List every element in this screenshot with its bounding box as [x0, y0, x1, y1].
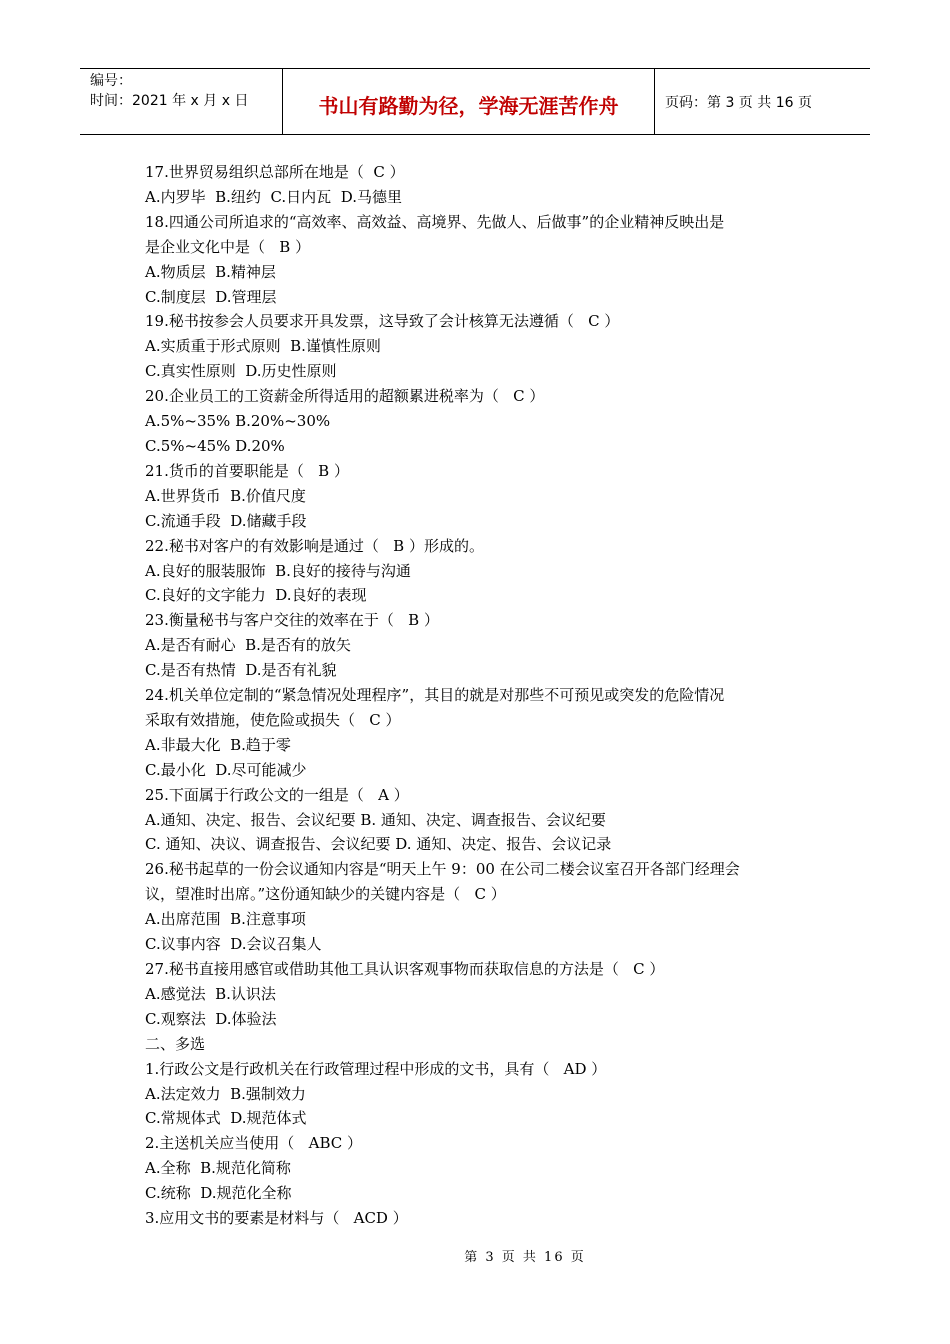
text-line: C.统称 D.规范化全称: [145, 1184, 292, 1203]
text-line: 19.秘书按参会人员要求开具发票，这导致了会计核算无法遵循（ C ）: [145, 312, 620, 331]
text-line: A.非最大化 B.趋于零: [145, 735, 291, 754]
header-page-info: 页码：第 3 页 共 16 页: [665, 94, 812, 111]
text-line: A.世界货币 B.价值尺度: [145, 486, 306, 505]
text-line: A.良好的服装服饰 B.良好的接待与沟通: [145, 561, 411, 580]
text-line: 采取有效措施，使危险或损失（ C ）: [145, 710, 401, 729]
text-line: A.是否有耐心 B.是否有的放矢: [145, 636, 351, 655]
text-line: A.5%~35% B.20%~30%: [145, 412, 331, 431]
text-line: 22.秘书对客户的有效影响是通过（ B ）形成的。: [145, 536, 484, 555]
text-line: 2.主送机关应当使用（ ABC ）: [145, 1134, 362, 1153]
text-line: C.是否有热情 D.是否有礼貌: [145, 661, 337, 680]
text-line: C.制度层 D.管理层: [145, 287, 277, 306]
text-line: C.观察法 D.体验法: [145, 1009, 277, 1028]
text-line: 25.下面属于行政公文的一组是（ A ）: [145, 785, 409, 804]
document-body: [145, 160, 825, 1231]
page-header: [80, 68, 870, 135]
text-line: C.真实性原则 D.历史性原则: [145, 362, 337, 381]
text-line: A.物质层 B.精神层: [145, 262, 276, 281]
text-line: A.内罗毕 B.纽约 C.日内瓦 D.马德里: [145, 187, 402, 206]
page-footer: 第 3 页 共 16 页: [464, 1250, 586, 1265]
text-line: 20.企业员工的工资薪金所得适用的超额累进税率为（ C ）: [145, 387, 545, 406]
text-line: A.通知、决定、报告、会议纪要 B. 通知、决定、调查报告、会议纪要: [145, 810, 606, 829]
header-meta-cell: [80, 69, 283, 134]
document-number-label: 编号：: [90, 73, 132, 89]
text-line: 26.秘书起草的一份会议通知内容是“明天上午 9：00 在公司二楼会议室召开各部门经理会: [145, 860, 740, 879]
text-line: 18.四通公司所追求的“高效率、高效益、高境界、先做人、后做事”的企业精神反映出是: [145, 212, 725, 231]
text-line: A.实质重于形式原则 B.谨慎性原则: [145, 337, 381, 356]
text-line: C.良好的文字能力 D.良好的表现: [145, 586, 367, 605]
text-line: 二、多选: [145, 1034, 206, 1053]
text-line: C.常规体式 D.规范体式: [145, 1109, 307, 1128]
text-line: 24.机关单位定制的“紧急情况处理程序”，其目的就是对那些不可预见或突发的危险情况: [145, 686, 725, 705]
text-line: A.法定效力 B.强制效力: [145, 1084, 306, 1103]
text-line: 议，望准时出席。”这份通知缺少的关键内容是（ C ）: [145, 885, 506, 904]
text-line: C. 通知、决议、调查报告、会议纪要 D. 通知、决定、报告、会议记录: [145, 835, 612, 854]
text-line: 3.应用文书的要素是材料与（ ACD ）: [145, 1209, 408, 1228]
text-line: C.流通手段 D.储藏手段: [145, 511, 307, 530]
text-line: A.出席范围 B.注意事项: [145, 910, 306, 929]
text-line: C.最小化 D.尽可能减少: [145, 760, 307, 779]
text-line: 23.衡量秘书与客户交往的效率在于（ B ）: [145, 611, 439, 630]
text-line: C.议事内容 D.会议召集人: [145, 935, 322, 954]
text-line: 1.行政公文是行政机关在行政管理过程中形成的文书，具有（ AD ）: [145, 1059, 607, 1078]
text-line: 27.秘书直接用感官或借助其他工具认识客观事物而获取信息的方法是（ C ）: [145, 960, 665, 978]
text-line: 17.世界贸易组织总部所在地是（ C ）: [145, 163, 405, 181]
text-line: 是企业文化中是（ B ）: [145, 237, 311, 256]
text-line: A.感觉法 B.认识法: [145, 984, 276, 1003]
text-line: 21.货币的首要职能是（ B ）: [145, 461, 349, 480]
header-motto: 书山有路勤为径，学海无涯苦作舟: [283, 69, 655, 134]
text-line: A.全称 B.规范化简称: [145, 1159, 291, 1178]
document-date-label: 时间：2021 年 x 月 x 日: [90, 93, 249, 109]
text-line: C.5%~45% D.20%: [145, 436, 285, 455]
